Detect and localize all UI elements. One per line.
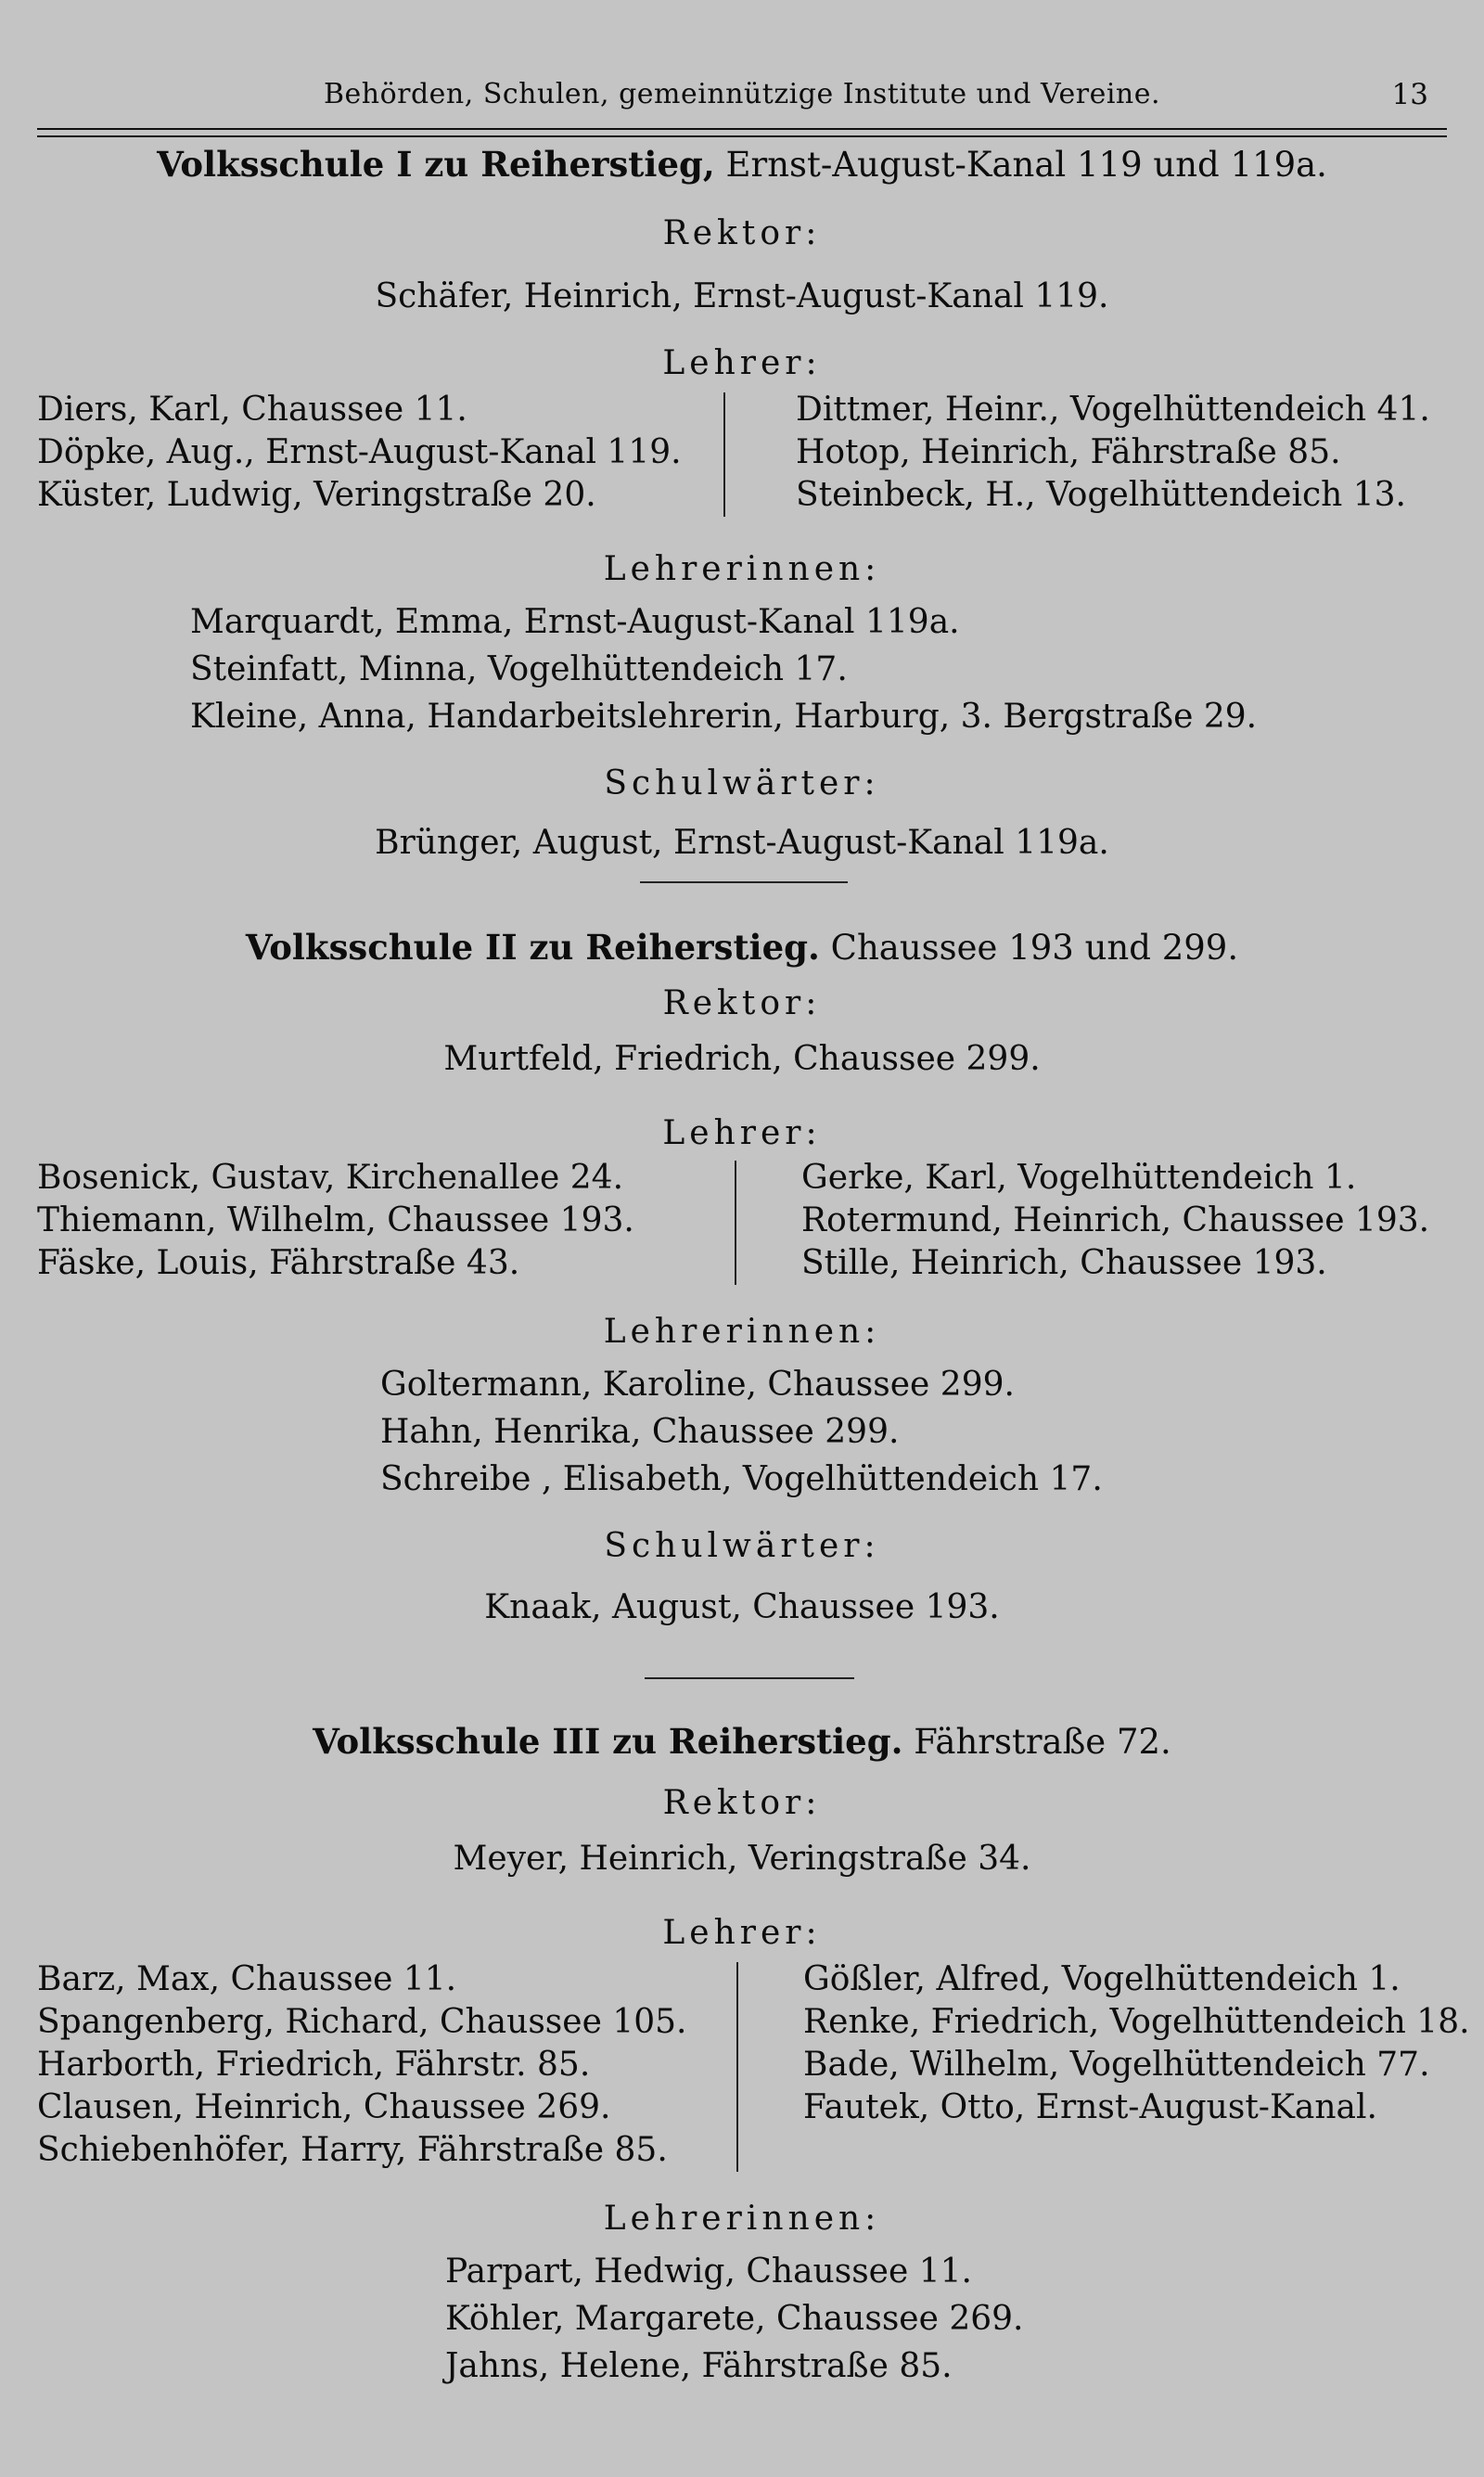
column-divider: [736, 1962, 738, 2172]
lehrer-right-column: [796, 389, 1430, 517]
school-title: [37, 924, 1447, 971]
lehrer-heading: Lehrer:: [662, 344, 822, 382]
lehrerinnen-list: [190, 598, 1294, 740]
lehrer-entry: Gößler, Alfred, Vogelhüttendeich 1.: [803, 1960, 1401, 1998]
lehrerin-entry: Kleine, Anna, Handarbeitslehrerin, Harburg, 3. Bergstraße 29.: [190, 698, 1258, 736]
lehrer-left-column: [37, 389, 682, 517]
lehrer-heading: Lehrer:: [662, 1114, 822, 1152]
rektor-entry: Meyer, Heinrich, Veringstraße 34.: [453, 1840, 1031, 1878]
lehrer-columns: [37, 1958, 1470, 2177]
school-name: Volksschule I zu Reiherstieg,: [157, 144, 715, 185]
lehrerin-entry: Steinfatt, Minna, Vogelhüttendeich 17.: [190, 650, 848, 688]
lehrer-entry: Steinbeck, H., Vogelhüttendeich 13.: [796, 476, 1407, 514]
lehrerin-entry: Marquardt, Emma, Ernst-August-Kanal 119a.: [190, 603, 960, 641]
running-head-title: Behörden, Schulen, gemeinnützige Institute und Vereine.: [323, 78, 1161, 110]
lehrerinnen-heading: Lehrerinnen:: [603, 1313, 881, 1351]
schulwaerter-heading: Schulwärter:: [604, 764, 880, 802]
lehrerin-entry: Schreibe , Elisabeth, Vogelhüttendeich 17.: [380, 1460, 1103, 1498]
lehrer-entry: Stille, Heinrich, Chaussee 193.: [801, 1244, 1327, 1282]
school-address: Ernst-August-Kanal 119 und 119a.: [725, 145, 1327, 185]
lehrerin-entry: Parpart, Hedwig, Chaussee 11.: [445, 2252, 972, 2291]
lehrer-columns: [37, 389, 1447, 519]
lehrer-entry: Thiemann, Wilhelm, Chaussee 193.: [37, 1201, 634, 1239]
lehrer-entry: Schiebenhöfer, Harry, Fährstraße 85.: [37, 2131, 668, 2169]
lehrer-entry: Renke, Friedrich, Vogelhüttendeich 18.: [803, 2003, 1470, 2041]
column-divider: [723, 392, 725, 517]
school-section-2: [37, 924, 1447, 1631]
lehrer-heading: Lehrer:: [662, 1914, 822, 1952]
lehrer-entry: Fautek, Otto, Ernst-August-Kanal.: [803, 2088, 1377, 2126]
schulwaerter-heading: Schulwärter:: [604, 1527, 880, 1565]
lehrer-entry: Harborth, Friedrich, Fährstr. 85.: [37, 2046, 591, 2084]
lehrerinnen-heading: Lehrerinnen:: [603, 2200, 881, 2238]
section-separator: [640, 881, 848, 883]
lehrer-entry: Döpke, Aug., Ernst-August-Kanal 119.: [37, 433, 682, 471]
rektor-entry: Murtfeld, Friedrich, Chaussee 299.: [443, 1040, 1041, 1078]
lehrerinnen-list: [380, 1361, 1104, 1503]
lehrer-entry: Bade, Wilhelm, Vogelhüttendeich 77.: [803, 2046, 1430, 2084]
lehrer-left-column: [37, 1157, 634, 1285]
column-divider: [735, 1161, 736, 1285]
lehrer-right-column: [803, 1958, 1470, 2129]
lehrer-left-column: [37, 1958, 687, 2172]
lehrer-entry: Dittmer, Heinr., Vogelhüttendeich 41.: [796, 391, 1430, 429]
lehrer-entry: Clausen, Heinrich, Chaussee 269.: [37, 2088, 611, 2126]
lehrer-entry: Gerke, Karl, Vogelhüttendeich 1.: [801, 1159, 1357, 1197]
page-number: 13: [1391, 78, 1428, 111]
lehrer-right-column: [801, 1157, 1429, 1285]
lehrerin-entry: Jahns, Helene, Fährstraße 85.: [445, 2347, 953, 2385]
rektor-entry: Schäfer, Heinrich, Ernst-August-Kanal 119.: [375, 277, 1109, 315]
lehrer-entry: Rotermund, Heinrich, Chaussee 193.: [801, 1201, 1430, 1239]
lehrer-entry: Barz, Max, Chaussee 11.: [37, 1960, 457, 1998]
lehrer-entry: Hotop, Heinrich, Fährstraße 85.: [796, 433, 1341, 471]
lehrer-entry: Küster, Ludwig, Veringstraße 20.: [37, 476, 596, 514]
school-address: Chaussee 193 und 299.: [830, 928, 1239, 968]
lehrerin-entry: Goltermann, Karoline, Chaussee 299.: [380, 1366, 1015, 1404]
lehrerinnen-heading: Lehrerinnen:: [603, 550, 881, 588]
schulwaerter-entry: Brünger, August, Ernst-August-Kanal 119a.: [375, 824, 1109, 862]
lehrerin-entry: Hahn, Henrika, Chaussee 299.: [380, 1413, 900, 1451]
schulwaerter-entry: Knaak, August, Chaussee 193.: [484, 1588, 1000, 1626]
school-section-3: [37, 1718, 1470, 2390]
lehrer-entry: Fäske, Louis, Fährstraße 43.: [37, 1244, 520, 1282]
school-name: Volksschule III zu Reiherstieg.: [313, 1721, 903, 1762]
lehrer-columns: [37, 1157, 1447, 1287]
lehrer-entry: Diers, Karl, Chaussee 11.: [37, 391, 467, 429]
running-head: [37, 72, 1447, 121]
lehrer-entry: Bosenick, Gustav, Kirchenallee 24.: [37, 1159, 624, 1197]
school-title: [37, 141, 1447, 188]
school-name: Volksschule II zu Reiherstieg.: [245, 927, 820, 968]
rektor-heading: Rektor:: [662, 984, 822, 1022]
lehrerinnen-list: [445, 2248, 1039, 2390]
section-separator: [645, 1677, 854, 1679]
rektor-heading: Rektor:: [662, 1784, 822, 1822]
school-title: [37, 1718, 1447, 1765]
school-section-1: [37, 141, 1447, 866]
lehrer-entry: Spangenberg, Richard, Chaussee 105.: [37, 2003, 687, 2041]
lehrerin-entry: Köhler, Margarete, Chaussee 269.: [445, 2300, 1024, 2338]
header-double-rule: [37, 128, 1447, 137]
rektor-heading: Rektor:: [662, 214, 822, 252]
school-address: Fährstraße 72.: [914, 1722, 1171, 1762]
